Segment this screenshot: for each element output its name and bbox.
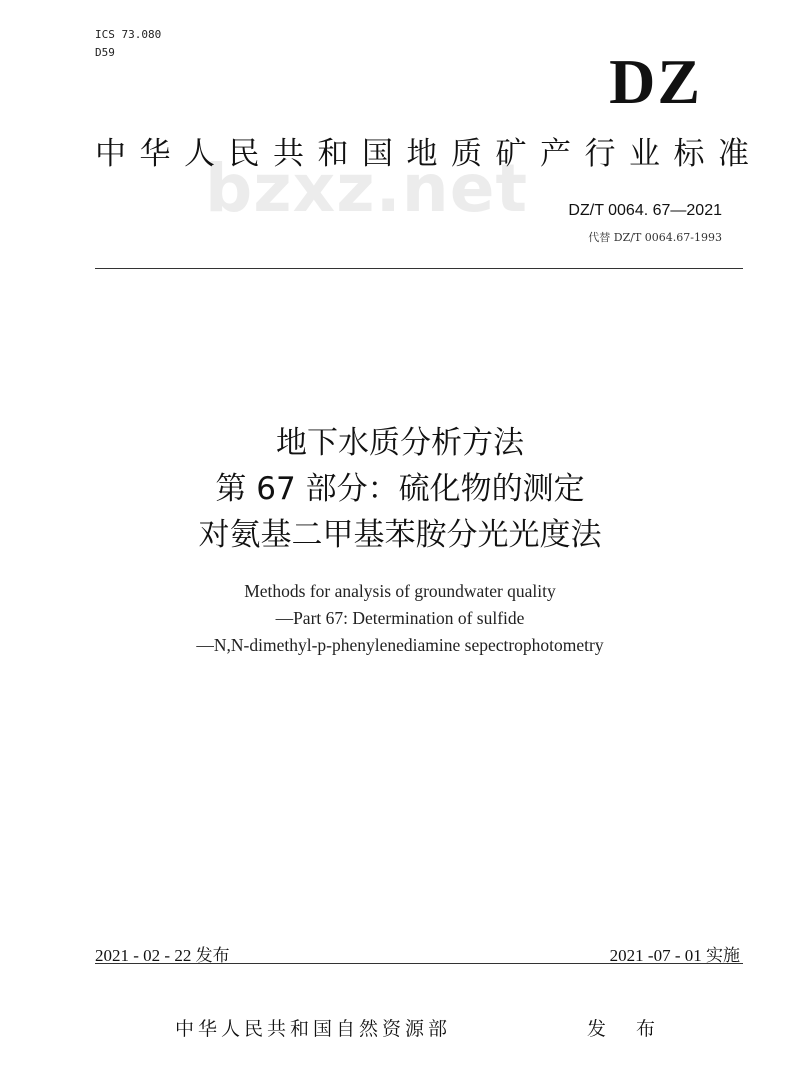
issuing-authority: 中华人民共和国自然资源部: [175, 1018, 452, 1040]
ics-code: ICS 73.080: [95, 28, 162, 41]
issue-date: 2021 - 02 - 22 发布: [95, 946, 230, 965]
header-divider: [95, 268, 743, 269]
footer-divider: [95, 963, 743, 964]
chinese-title-line-1: 地下水质分析方法: [276, 425, 524, 461]
ccs-code: D59: [95, 46, 115, 59]
dz-logo: DZ: [609, 46, 702, 117]
english-title: [0, 578, 800, 659]
english-title-line-2: —Part 67: Determination of sulfide: [275, 608, 525, 628]
issue-label: 发 布: [587, 1018, 668, 1040]
english-title-line-3: —N,N-dimethyl-p-phenylenediamine sepectrophotometry: [196, 635, 604, 655]
classification-codes: [95, 26, 161, 62]
english-title-line-1: Methods for analysis of groundwater quality: [244, 581, 556, 601]
chinese-title-line-3: 对氨基二甲基苯胺分光光度法: [198, 517, 602, 553]
watermark: bzxz.net: [205, 150, 529, 227]
standard-number: DZ/T 0064. 67—2021: [568, 202, 722, 219]
chinese-title: [0, 420, 800, 558]
chinese-title-line-2: 第 67 部分：硫化物的测定: [215, 471, 585, 507]
implementation-date: 2021 -07 - 01 实施: [609, 946, 740, 965]
replaces-standard: 代替 DZ/T 0064.67-1993: [588, 231, 722, 244]
standard-category-title: 中华人民共和国地质矿产行业标准: [95, 136, 763, 172]
